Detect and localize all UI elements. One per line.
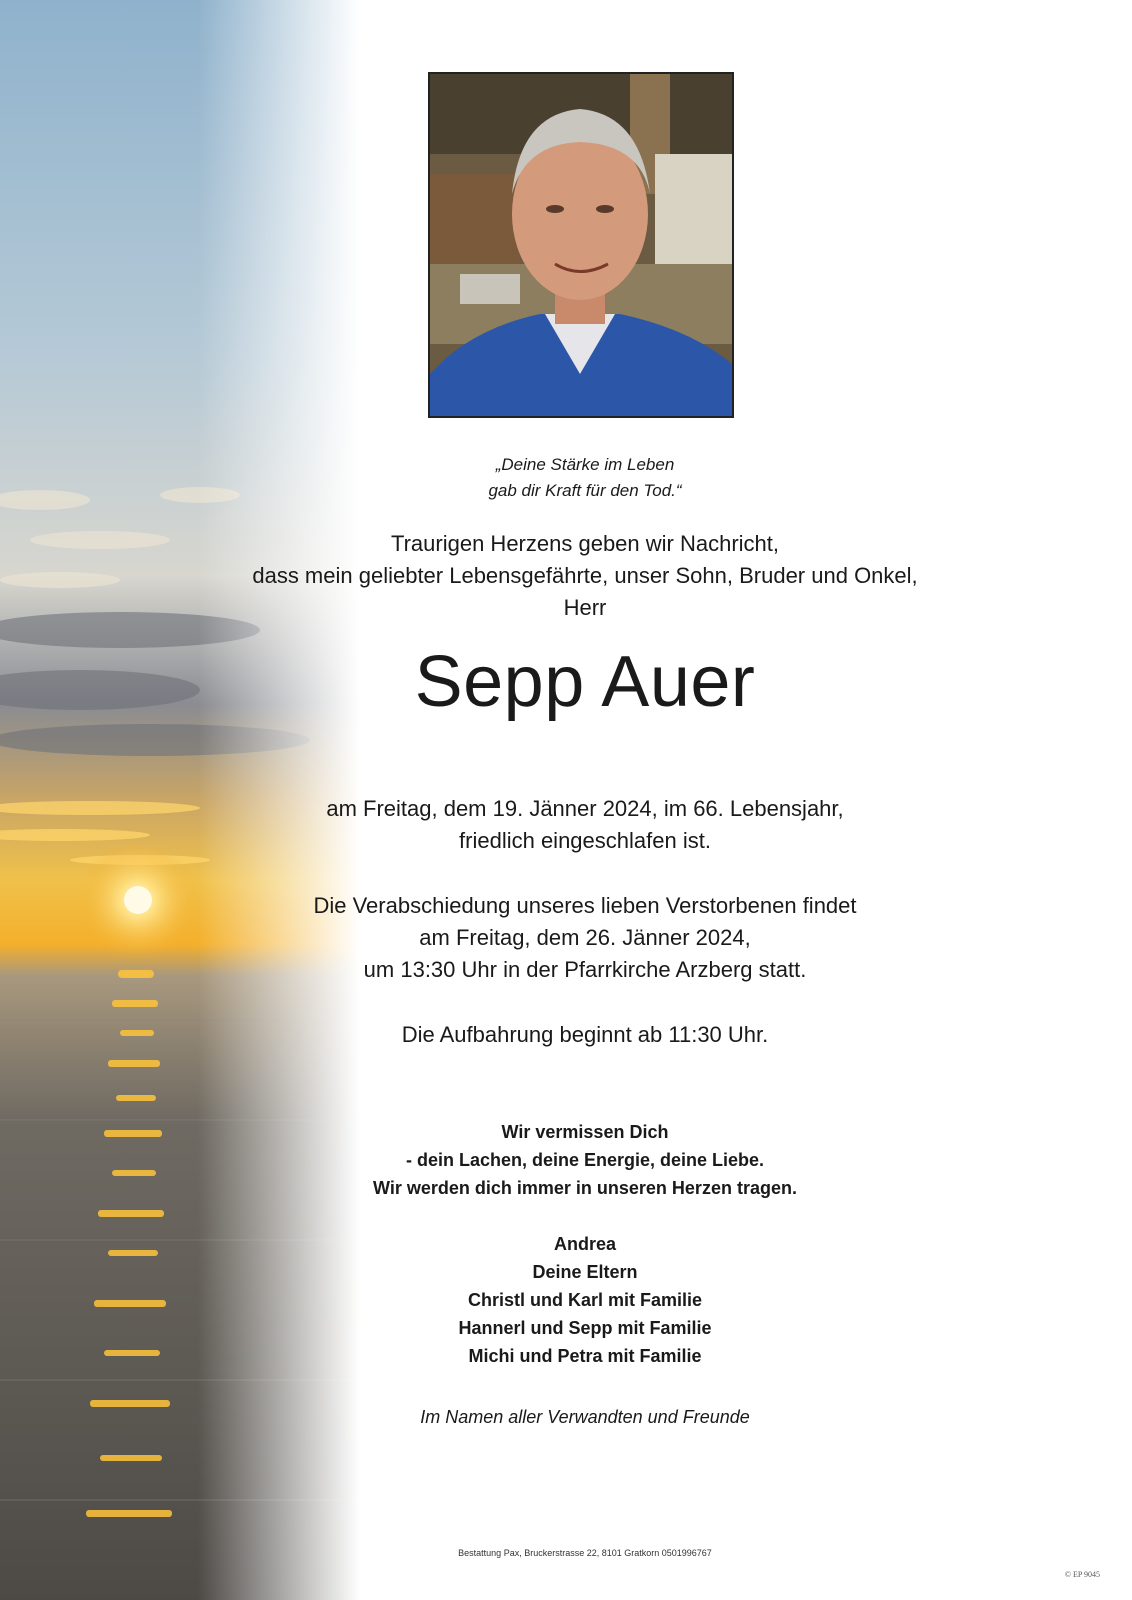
document-code: © EP 9045 bbox=[1064, 1570, 1100, 1579]
missing-message bbox=[220, 1118, 950, 1202]
death-notice bbox=[220, 793, 950, 857]
mourner: Christl und Karl mit Familie bbox=[467, 1290, 703, 1310]
intro-line: Herr bbox=[563, 595, 607, 620]
mourner: Deine Eltern bbox=[532, 1262, 638, 1282]
farewell-details bbox=[220, 890, 950, 986]
funeral-home-footer: Bestattung Pax, Bruckerstrasse 22, 8101 Gratkorn 0501996767 bbox=[458, 1548, 712, 1558]
announcement-intro bbox=[220, 528, 950, 624]
missing-line: Wir vermissen Dich bbox=[501, 1122, 669, 1142]
quote-line: gab dir Kraft für den Tod.“ bbox=[488, 481, 682, 500]
mourner: Hannerl und Sepp mit Familie bbox=[458, 1318, 712, 1338]
death-line: am Freitag, dem 19. Jänner 2024, im 66. Lebensjahr, bbox=[326, 796, 844, 821]
intro-line: dass mein geliebter Lebensgefährte, unser Sohn, Bruder und Onkel, bbox=[252, 563, 918, 588]
portrait-photo bbox=[428, 72, 734, 418]
mourners-list bbox=[220, 1230, 950, 1370]
missing-line: - dein Lachen, deine Energie, deine Liebe. bbox=[405, 1150, 765, 1170]
deceased-name: Sepp Auer bbox=[414, 642, 756, 722]
quote-line: „Deine Stärke im Leben bbox=[495, 455, 675, 474]
death-line: friedlich eingeschlafen ist. bbox=[459, 828, 711, 853]
farewell-line: am Freitag, dem 26. Jänner 2024, bbox=[419, 925, 751, 950]
intro-line: Traurigen Herzens geben wir Nachricht, bbox=[390, 531, 780, 556]
closing-line: Im Namen aller Verwandten und Freunde bbox=[420, 1407, 750, 1427]
missing-line: Wir werden dich immer in unseren Herzen tragen. bbox=[373, 1178, 797, 1198]
quote bbox=[220, 452, 950, 504]
farewell-line: um 13:30 Uhr in der Pfarrkirche Arzberg statt. bbox=[363, 957, 807, 982]
viewing-time: Die Aufbahrung beginnt ab 11:30 Uhr. bbox=[401, 1022, 769, 1047]
mourner: Andrea bbox=[553, 1234, 616, 1254]
mourner: Michi und Petra mit Familie bbox=[468, 1346, 702, 1366]
farewell-line: Die Verabschiedung unseres lieben Verstorbenen findet bbox=[313, 893, 857, 918]
